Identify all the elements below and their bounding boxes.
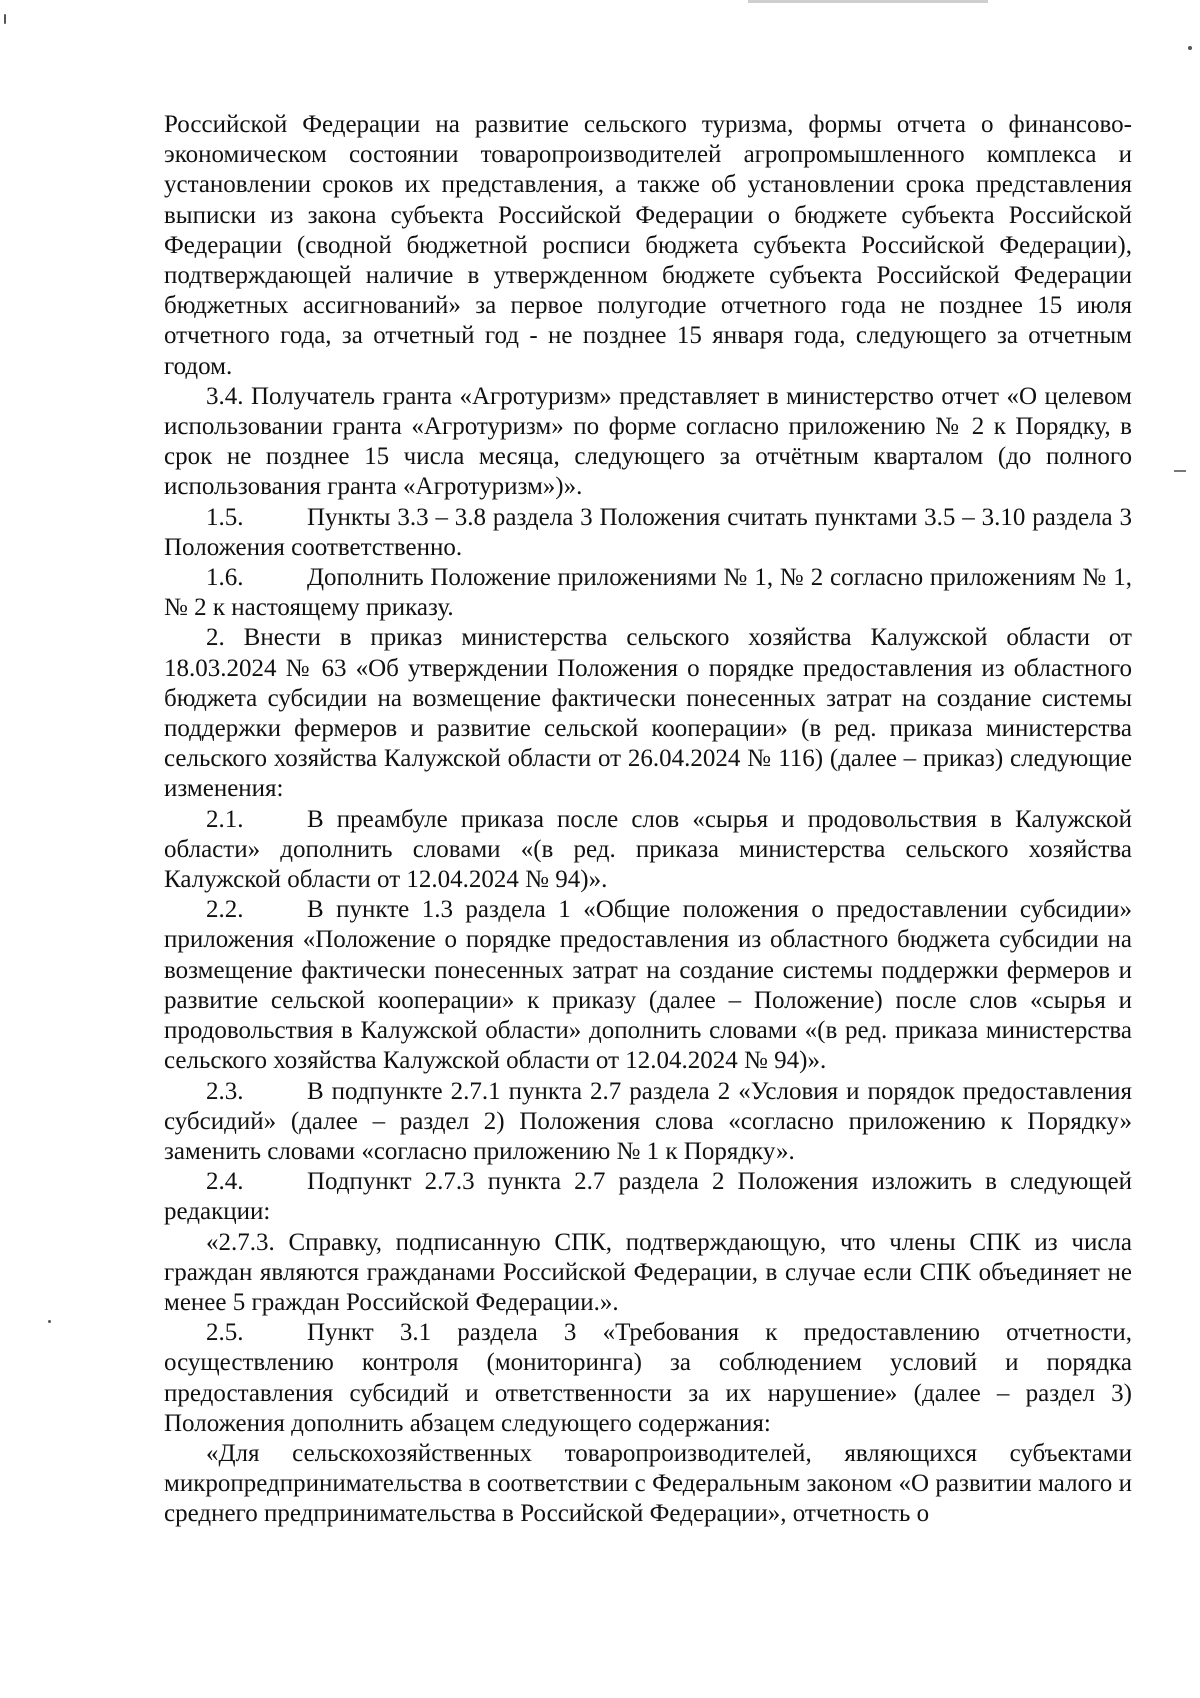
paragraph-2-3	[164, 1077, 1132, 1168]
paragraph-2-4	[164, 1167, 1132, 1227]
document-body	[164, 110, 1132, 1530]
paragraph-text: В подпункте 2.7.1 пункта 2.7 раздела 2 «Условия и порядок предоставления субсидий» (далее – раздел 2) Положения слова «согласно приложению к Порядку» заменить словами «согласно приложению № 1 к Порядку».	[164, 1077, 1132, 1165]
paragraph-text: Пункт 3.1 раздела 3 «Требования к предоставлению отчетности, осуществлению контроля (мониторинга) за соблюдением условий и порядка предоставления субсидий и ответственности за их нарушение» (далее – раздел 3) Положения дополнить абзацем следующего содержания:	[164, 1319, 1132, 1437]
paragraph-2-2	[164, 895, 1132, 1076]
paragraph-3-4: 3.4. Получатель гранта «Агротуризм» представляет в министерство отчет «О целевом использовании гранта «Агротуризм» по форме согласно приложению № 2 к Порядку, в срок не позднее 15 числа месяца, следующего за отчётным кварталом (до полного использования гранта «Агротуризм»)».	[164, 382, 1132, 501]
paragraph-text: Пункты 3.3 – 3.8 раздела 3 Положения считать пунктами 3.5 – 3.10 раздела 3 Положения соответственно.	[164, 503, 1132, 561]
top-edge-line	[748, 0, 988, 3]
paragraph-2: 2. Внести в приказ министерства сельского хозяйства Калужской области от 18.03.2024 № 63 «Об утверждении Положения о порядке предоставления из областного бюджета субсидии на возмещение фактически понесенных затрат на создание системы поддержки фермеров и развитие сельской кооперации» (в ред. приказа министерства сельского хозяйства Калужской области от 26.04.2024 № 116) (далее – приказ) следующие изменения:	[164, 624, 1132, 803]
paragraph-number: 1.5.	[206, 503, 244, 531]
paragraph-2-5	[164, 1318, 1132, 1439]
paragraph-number: 2.4.	[206, 1168, 244, 1196]
paragraph-text: Дополнить Положение приложениями № 1, № 2 согласно приложениям № 1, № 2 к настоящему приказу.	[164, 564, 1132, 622]
paragraph-1-6	[164, 563, 1132, 623]
paragraph-number: 2.5.	[206, 1319, 244, 1347]
paragraph-text: Подпункт 2.7.3 пункта 2.7 раздела 2 Положения изложить в следующей редакции:	[164, 1168, 1132, 1226]
scan-speck	[1188, 46, 1192, 50]
paragraph-2-1	[164, 805, 1132, 896]
paragraph-number: 2.2.	[206, 896, 244, 924]
paragraph-text: В преамбуле приказа после слов «сырья и продовольствия в Калужской области» дополнить словами «(в ред. приказа министерства сельского хозяйства Калужской области от 12.04.2024 № 94)».	[164, 805, 1132, 894]
scan-speck	[4, 14, 6, 24]
paragraph-number: 1.6.	[206, 564, 244, 592]
paragraph-1-5	[164, 503, 1132, 563]
paragraph-number: 2.1.	[206, 805, 244, 833]
scan-speck	[48, 1320, 51, 1323]
paragraph-number: 2.3.	[206, 1077, 244, 1105]
paragraph-2-7-3-quote: «2.7.3. Справку, подписанную СПК, подтверждающую, что члены СПК из числа граждан являются гражданами Российской Федерации, в случае если СПК объединяет не менее 5 граждан Российской Федерации.».	[164, 1228, 1132, 1316]
intro-paragraph: Российской Федерации на развитие сельского туризма, формы отчета о финансово-экономическом состоянии товаропроизводителей агропромышленного комплекса и установлении сроков их представления, а также об установлении срока представления выписки из закона субъекта Российской Федерации о бюджете субъекта Российской Федерации (сводной бюджетной росписи бюджета субъекта Российской Федерации), подтверждающей наличие в утвержденном бюджете субъекта Российской Федерации бюджетных ассигнований» за первое полугодие отчетного года не позднее 15 июля отчетного года, за отчетный год - не позднее 15 января года, следующего за отчетным годом.	[164, 111, 1132, 380]
paragraph-text: В пункте 1.3 раздела 1 «Общие положения о предоставлении субсидии» приложения «Положение о порядке предоставления из областного бюджета субсидии на возмещение фактически понесенных затрат на создание системы поддержки фермеров и развитие сельской кооперации» к приказу (далее – Положение) после слов «сырья и продовольствия в Калужской области» дополнить словами «(в ред. приказа министерства сельского хозяйства Калужской области от 12.04.2024 № 94)».	[164, 896, 1132, 1075]
paragraph-quote-microbusiness: «Для сельскохозяйственных товаропроизводителей, являющихся субъектами микропредпринимательства в соответствии с Федеральным законом «О развитии малого и среднего предпринимательства в Российской Федерации», отчетность о	[164, 1439, 1132, 1528]
scan-dash	[1174, 470, 1186, 472]
